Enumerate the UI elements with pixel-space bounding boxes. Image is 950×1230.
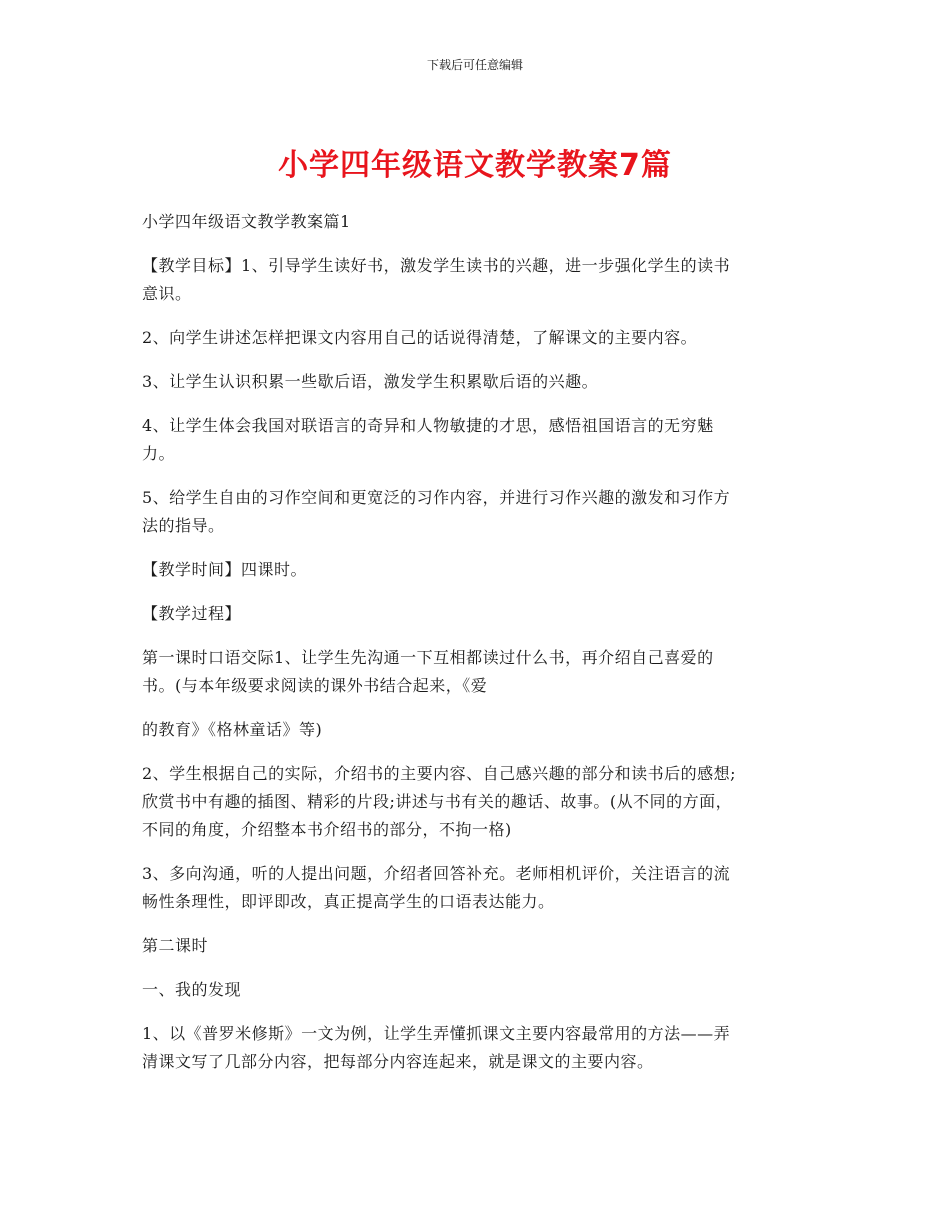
paragraph-goal-5: 5、给学生自由的习作空间和更宽泛的习作内容，并进行习作兴趣的激发和习作方 法的指导。 <box>142 488 731 535</box>
paragraph-lesson-1-cont: 的教育》《格林童话》等) <box>142 720 323 739</box>
document-title: 小学四年级语文教学教案7篇 <box>278 148 672 183</box>
paragraph-discovery-1: 1、以《普罗米修斯》一文为例，让学生弄懂抓课文主要内容最常用的方法——弄 清课文写了几部分内容，把每部分内容连起来，就是课文的主要内容。 <box>142 1024 731 1071</box>
paragraph-teaching-process: 【教学过程】 <box>142 604 242 623</box>
paragraph-teaching-goals: 【教学目标】1、引导学生读好书，激发学生读书的兴趣，进一步强化学生的读书 意识。 <box>142 256 731 303</box>
paragraph-goal-4: 4、让学生体会我国对联语言的奇异和人物敏捷的才思，感悟祖国语言的无穷魅 力。 <box>142 416 714 463</box>
paragraph-goal-2: 2、向学生讲述怎样把课文内容用自己的话说得清楚，了解课文的主要内容。 <box>142 328 698 347</box>
paragraph-lesson-1-step-3: 3、多向沟通，听的人提出问题，介绍者回答补充。老师相机评价，关注语言的流 畅性条理性，即评即改，真正提高学生的口语表达能力。 <box>142 864 731 911</box>
section-heading: 小学四年级语文教学教案篇1 <box>142 212 351 231</box>
paragraph-lesson-1: 第一课时口语交际1、让学生先沟通一下互相都读过什么书，再介绍自己喜爱的 书。(与本年级要求阅读的课外书结合起来，《爱 <box>142 648 714 695</box>
paragraph-lesson-1-step-2: 2、学生根据自己的实际，介绍书的主要内容、自己感兴趣的部分和读书后的感想; 欣赏书中有趣的插图、精彩的片段;讲述与书有关的趣话、故事。(从不同的方面， 不同的角度，介绍整本书介绍书的部分，不拘一格) <box>142 764 737 839</box>
header-note: 下载后可任意编辑 <box>426 58 523 72</box>
paragraph-lesson-2-heading: 第二课时 <box>142 936 209 955</box>
paragraph-my-discovery: 一、我的发现 <box>142 980 242 999</box>
paragraph-teaching-time: 【教学时间】四课时。 <box>142 560 308 579</box>
document-body <box>142 208 814 1092</box>
paragraph-goal-3: 3、让学生认识积累一些歇后语，激发学生积累歇后语的兴趣。 <box>142 372 599 391</box>
